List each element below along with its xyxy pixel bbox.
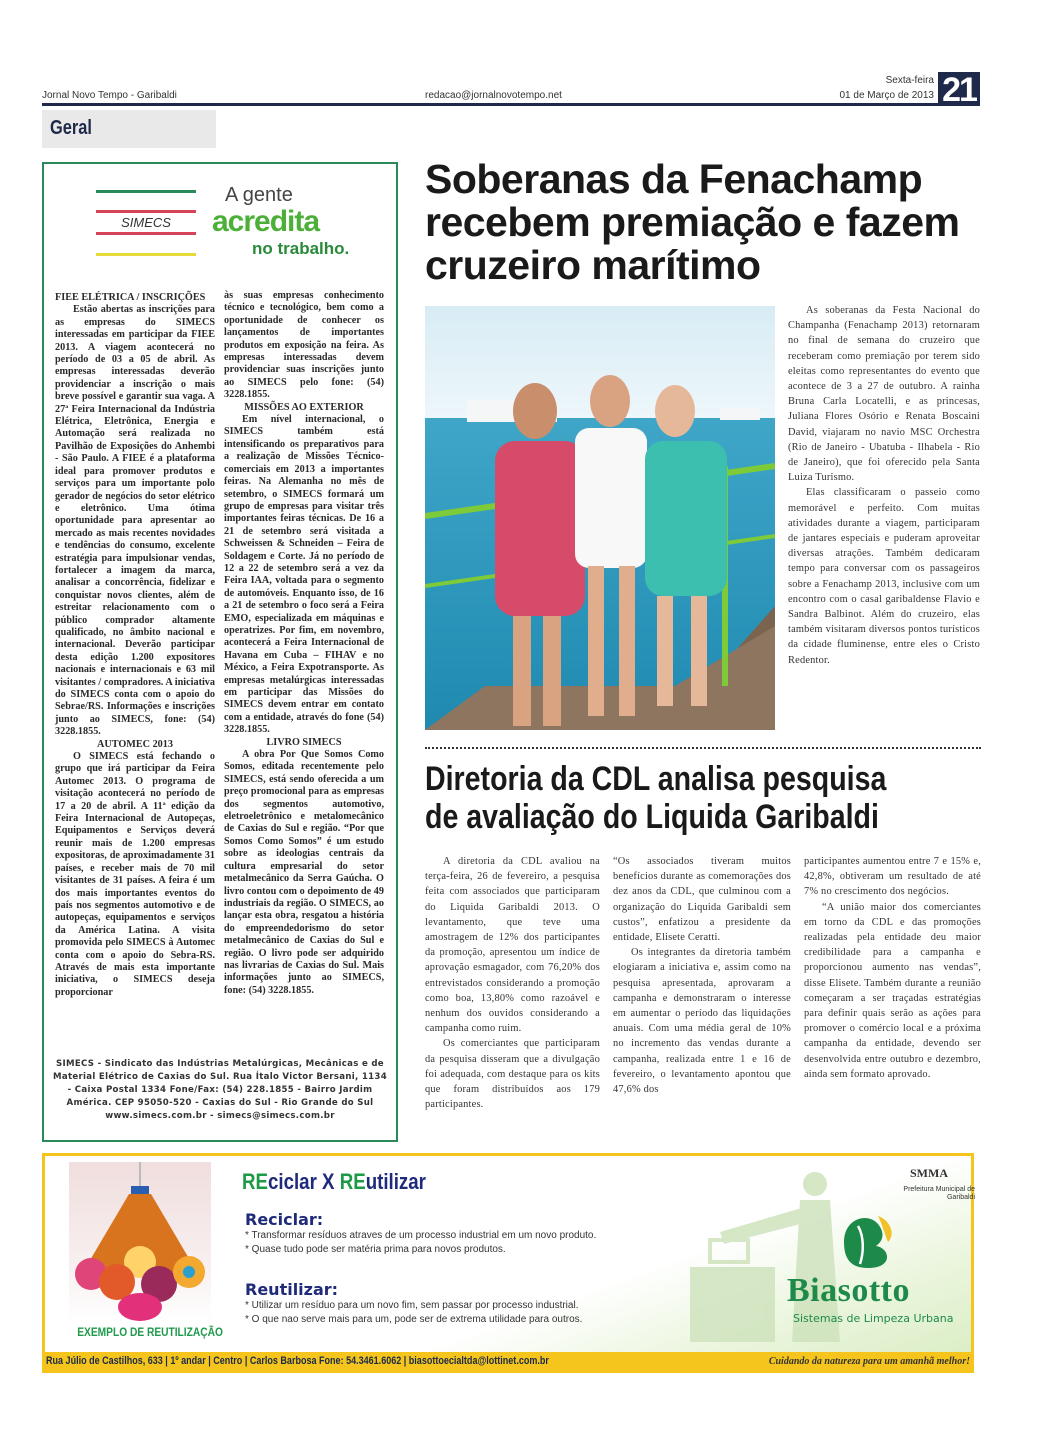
- smma-subtitle: Prefeitura Municipal de Garibaldi: [903, 1186, 975, 1201]
- paragraph: “A união maior dos comerciantes em torno da CDL e das promoções realizadas pela entidade deu maior credibilidade para a campanha e proporcionou aumento nas vendas”, disse Elisete. Também durante a reunião começaram a ser traçadas estratégias para definir quais serão as ações para promover o comércio local e a próxima campanha da entidade, devendo ser desenvolvida entre outubro e dezembro, ainda sem formato aprovado.: [804, 901, 981, 1080]
- biasotto-brand: Biasotto: [787, 1272, 910, 1309]
- paragraph-continued: às suas empresas conhecimento técnico e tecnológico, bem como a oportunidade de conhecer os lançamentos de importantes produtos em exposição na feira. As empresas interessadas devem providenciar suas inscrições junto ao SIMECS pelo fone: (54) 3228.1855.: [224, 290, 384, 401]
- smma-logo: SMMA: [910, 1166, 948, 1180]
- slogan-line3: no trabalho.: [252, 239, 350, 258]
- title-part: ciclar X: [267, 1169, 340, 1194]
- ad-title: [242, 1169, 426, 1195]
- headline-line: de avaliação do Liquida Garibaldi: [425, 798, 879, 836]
- biasotto-subtitle: Sistemas de Limpeza Urbana: [793, 1312, 954, 1325]
- reutilizar-item: * Utilizar um resíduo para um novo fim, sem passar por processo industrial.: [245, 1300, 579, 1311]
- headline-fenachamp: Soberanas da Fenachamp recebem premiação e fazem cruzeiro marítimo: [425, 156, 960, 288]
- bottle-lamp-illustration: [69, 1162, 211, 1322]
- paragraph: A diretoria da CDL avaliou na terça-feira, 26 de fevereiro, a pesquisa feita com associados que participaram do Liquida Garibaldi 2013. O levantamento, que teve uma amostragem de 12% dos participantes da promoção, apresentou um índice de aprovação esmagador, com 76,20% dos entrevistados considerando a promoção como boa, 13,80% como razoável e nenhum dos ouvidos considerando a campanha como ruim.: [425, 856, 600, 1035]
- section-tab: [42, 110, 216, 148]
- reciclar-heading: Reciclar:: [245, 1210, 324, 1229]
- paragraph: “Os associados tiveram muitos benefícios durante as comemorações dos dez anos da CDL, que culminou com a organização do Liquida Garibaldi sem custos”, enfatizou a presidente da entidade, Elisete Ceratti.: [613, 856, 791, 944]
- title-re: RE: [242, 1169, 268, 1194]
- heading-missoes: MISSÕES AO EXTERIOR: [244, 401, 364, 413]
- slogan-line1: A gente: [225, 184, 293, 206]
- title-part: utilizar: [365, 1169, 426, 1194]
- title-re: RE: [339, 1169, 366, 1194]
- headline-cdl: [425, 760, 895, 836]
- page-number: 21: [938, 72, 980, 106]
- weekday: Sexta-feira: [885, 75, 934, 86]
- paragraph-automec: O SIMECS está fechando o grupo que irá participar da Feira Automec 2013. O programa de visitação acontecerá no período de 17 a 20 de abril. A 11ª edição da Feira Internacional de Autopeças, Equipamentos e Serviços deverá reunir mais de 1.200 empresas expositoras, de aproximadamente 31 países, e receber mais de 70 mil visitantes de 31 países. A feira é um dos mais importantes eventos do país nos segmentos automotivo e de autopeças, equipamentos e serviços da América Latina. A visita promovida pelo SIMECS à Automec conta com o apoio do Sebra-RS. Através de mais esta importante iniciativa, o SIMECS deseja proporcionar: [55, 751, 215, 998]
- section-label: Geral: [50, 117, 92, 139]
- reciclar-item: * Quase tudo pode ser matéria prima para novos produtos.: [245, 1244, 506, 1255]
- article-divider: [425, 747, 981, 749]
- reciclar-block: [245, 1210, 596, 1257]
- paragraph-livro: A obra Por Que Somos Como Somos, editada recentemente pelo SIMECS, está sendo oferecida a um preço promocional para as empresas dos segmentos automotivo, eletroeletrônico e metalomecânico de Caxias do Sul e região. “Por que Somos Como Somos” é um estudo sobre as ideologias centrais da cultura empresarial do setor metalmecânico da Serra Gaúcha. O livro contou com o depoimento de 49 industriais da região. O SIMECS, ao lançar esta obra, resgatou a história do empreendedorismo do setor metalmecânico de Caxias do Sul e região. O livro pode ser adquirido nas livrarias de Caxias do Sul. Mais informações junto ao SIMECS, fone: (54) 3228.1855.: [224, 749, 384, 996]
- photo-soberanas: [425, 306, 775, 730]
- ad-photo-caption: EXEMPLO DE REUTILIZAÇÃO: [77, 1325, 223, 1339]
- simecs-address: SIMECS - Sindicato das Indústrias Metalúrgicas, Mecânicas e de Material Elétrico de Caxias do Sul. Rua Ítalo Victor Bersani, 1134 - Caixa Postal 1334 Fone/Fax: (54) 228.1855 - Bairro Jardim América. CEP 95050-520 - Caxias do Sul - Rio Grande do Sul: [53, 1059, 387, 1108]
- heading-automec: AUTOMEC 2013: [97, 738, 173, 750]
- issue-date: 01 de Março de 2013: [839, 90, 934, 101]
- paragraph-missoes: Em nível internacional, o SIMECS também está intensificando os preparativos para a realização de Missões Técnico-comerciais em 2013 a importantes feiras. Na Alemanha no mês de setembro, o SIMECS formará um grupo de empresas para visitar três importantes feiras técnicas. De 16 a 21 de setembro será visitada a Schweissen & Schneiden – Feira de Soldagem e Corte. Já no período de 12 a 22 de setembro será a vez da Feira IAA, voltada para o segmento de automóveis. Enquanto isso, de 16 a 21 de setembro o foco será a Feira EMO, especializada em máquinas e operatrizes. Por fim, em novembro, acontecerá a Feira Internacional de Havana em Cuba – FIHAV e no México, a Feira Expotransporte. As empresas metalúrgicas interessadas em participar das Missões do SIMECS devem entrar em contato com a entidade, através do fone (54) 3228.1855.: [224, 414, 384, 736]
- simecs-web: www.simecs.com.br - simecs@simecs.com.br: [105, 1111, 335, 1121]
- reutilizar-item: * O que nao serve mais para um, pode ser de extrema utilidade para outros.: [245, 1314, 583, 1325]
- biasotto-logo-icon: [838, 1212, 902, 1275]
- article-cdl-column-3: [804, 854, 981, 1082]
- ad-footer-address: Rua Júlio de Castilhos, 633 | 1º andar | Centro | Carlos Barbosa Fone: 54.3461.6062 | biasottoecialtda@lottinet.com.br: [46, 1355, 549, 1367]
- header-rule: [42, 103, 938, 106]
- reutilizar-block: [245, 1280, 582, 1327]
- reutilizar-heading: Reutilizar:: [245, 1280, 339, 1299]
- ad-tagline: Cuidando da natureza para um amanhã melhor!: [768, 1356, 970, 1367]
- newsroom-email: redacao@jornalnovotempo.net: [425, 90, 562, 101]
- soberanas-photo-illustration: [425, 306, 775, 730]
- paragraph: Os comerciantes que participaram da pesquisa disseram que a divulgação foi adequada, com destaque para os kits que foram distribuídos aos 179 participantes.: [425, 1038, 600, 1111]
- heading-livro: LIVRO SIMECS: [266, 736, 342, 748]
- article-cdl-column-1: [425, 854, 600, 1112]
- headline-line: Diretoria da CDL analisa pesquisa: [425, 760, 887, 798]
- paragraph: Os integrantes da diretoria também elogiaram a iniciativa e, assim como na pesquisa apresentada, aprovaram a campanha e demonstraram o interesse em aumentar o período das liquidações anuais. Com uma média geral de 10% no incremento das vendas durante a campanha, realizada entre 1 e 16 de fevereiro, o levantamento apontou que 47,6% dos: [613, 947, 791, 1096]
- paragraph: participantes aumentou entre 7 e 15% e, 42,8%, obtiveram um resultado de até 7% no crescimento dos negócios.: [804, 856, 981, 898]
- reciclar-item: * Transformar resíduos atraves de um processo industrial em um novo produto.: [245, 1230, 597, 1241]
- simecs-contact: [50, 1058, 390, 1123]
- article-cdl-column-2: [613, 854, 791, 1097]
- slogan-line2: acredita: [212, 205, 320, 238]
- paragraph: Elas classificaram o passeio como memorável e perfeito. Com muitas atividades durante a viagem, participaram de jantares especiais e puderam aproveitar diversas atrações. Também dedicaram tempo para conversar com os passageiros sobre a Fenachamp 2013, inclusive com um encontro com o casal garibaldense Flavio e Sandra Balbinot. Além do cruzeiro, elas também visitaram diversos pontos turísticos da cidade fluminense, entre eles o Cristo Redentor.: [788, 487, 980, 666]
- heading-fiee: FIEE ELÉTRICA / INSCRIÇÕES: [55, 292, 206, 303]
- paragraph-fiee: Estão abertas as inscrições para as empresas do SIMECS interessadas em participar da FIEE 2013. A viagem acontecerá no período de 03 a 05 de abril. As empresas interessadas deverão providenciar a inscrição o mais breve possível e garantir sua vaga. A 27ª Feira Internacional da Indústria Elétrica, Eletrônica, Energia e Automação será realizada no Pavilhão de Exposições do Anhembi - São Paulo. A FIEE é a plataforma ideal para promover produtos e serviços para um importante polo gerador de negócios do setor elétrico e eletrônico. Uma ótima oportunidade para apresentar ao mercado as mais recentes novidades e tendências do consumo, excelente estratégia para impulsionar vendas, fortalecer a imagem da marca, analisar a concorrência, fidelizar e conquistar novos clientes, além de estreitar relacionamento com o público comprador altamente qualificado, no âmbito nacional e internacional. Deverão participar desta edição 1.200 expositores nacionais e internacionais e 63 mil visitantes / compradores. A iniciativa do SIMECS conta com o apoio do Sebrae/RS. Informações e inscrições junto ao SIMECS, fone: (54) 3228.1855.: [55, 304, 215, 738]
- simecs-logo-text: SIMECS: [121, 215, 171, 230]
- simecs-column-1: [55, 292, 215, 999]
- paragraph: As soberanas da Festa Nacional do Champanha (Fenachamp 2013) retornaram no final de semana do cruzeiro que receberam como premiação por terem sido eleitas como representantes do evento que acontece de 3 a 27 de outubro. A rainha Bruna Carla Locatelli, e as princesas, Juliana Flores Osório e Renata Boscaini David, viajaram no navio MSC Orchestra (Rio de Janeiro - Ubatuba - Ilhabela - Rio de Janeiro), que foi oferecido pela Santa Luiza Turismo.: [788, 305, 980, 484]
- ad-photo-lamp: [69, 1162, 211, 1322]
- simecs-column-2: [224, 290, 384, 997]
- newspaper-name: Jornal Novo Tempo - Garibaldi: [42, 90, 177, 101]
- article-fenachamp-body: [788, 303, 980, 668]
